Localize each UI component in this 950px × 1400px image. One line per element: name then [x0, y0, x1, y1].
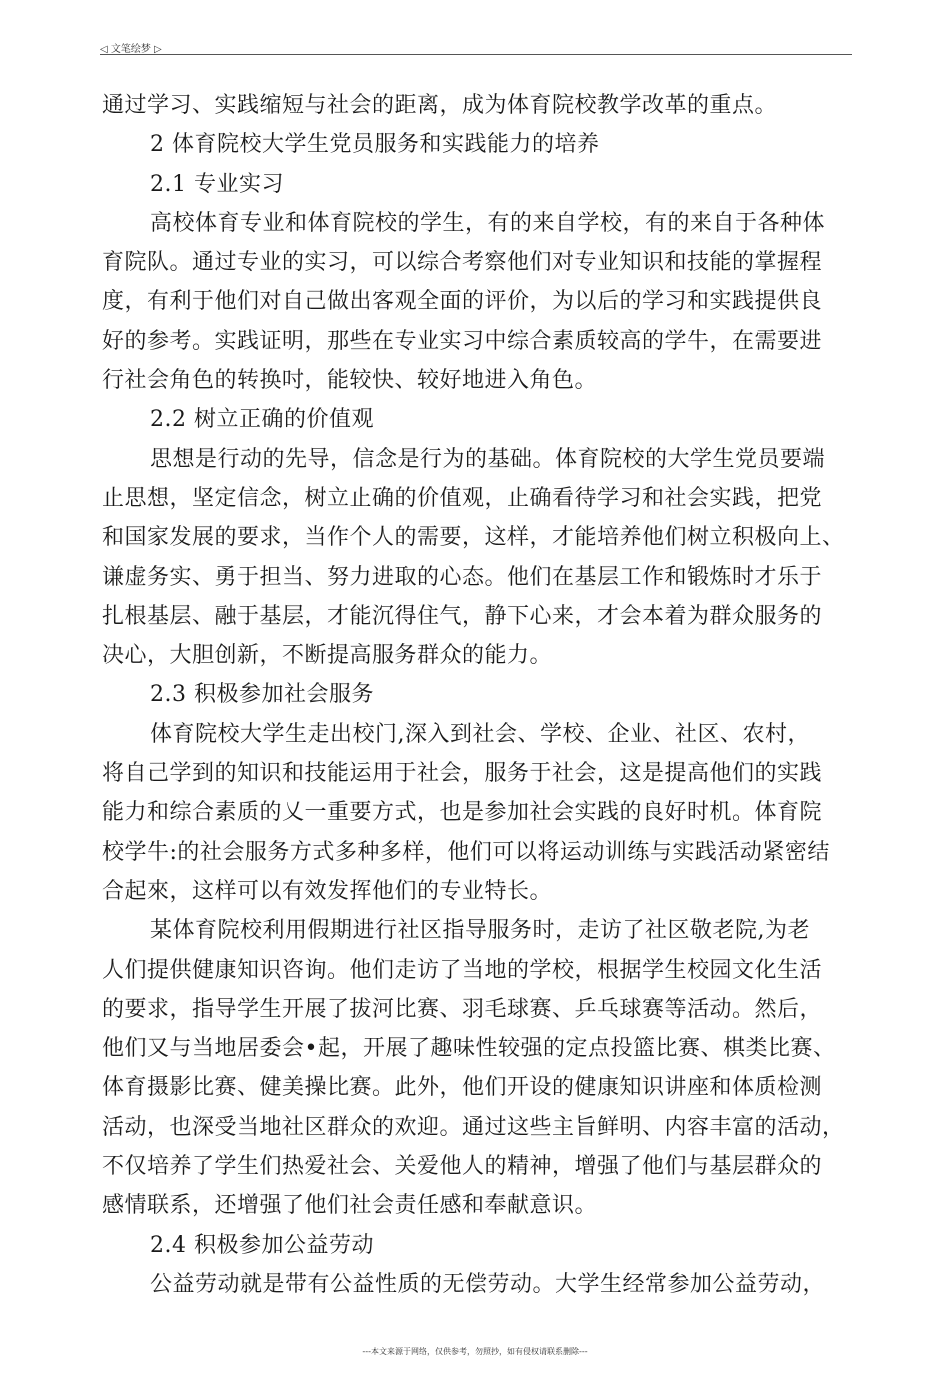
paragraph-line: 合起來，这样可以有效发挥他们的专业特长。 — [102, 878, 553, 904]
paragraph-line: 校学牛:的社会服务方式多种多样，他们可以将运动训练与实践活动紧密结 — [102, 839, 830, 865]
paragraph-line: 某体育院校利用假期进行社区指导服务时，走访了社区敬老院,为老 — [150, 918, 810, 944]
paragraph-line: 活动，也深受当地社区群众的欢迎。通过这些主旨鲜明、内容丰富的活动， — [102, 1114, 845, 1140]
paragraph-line: 人们提供健康知识咨询。他们走访了当地的学校，根据学生校园文化生活 — [102, 957, 823, 983]
paragraph-line: 扎根基层、融于基层，才能沉得住气，静下心来，才会本着为群众服务的 — [102, 603, 823, 629]
paragraph-line: 感情联系，还增强了他们社会责任感和奉献意识。 — [102, 1193, 598, 1219]
paragraph-line: 育院队。通过专业的实习，可以综合考察他们对专业知识和技能的掌握程 — [102, 250, 823, 276]
paragraph-line: 体育摄影比赛、健美操比赛。此外，他们开设的健康知识讲座和体质检测 — [102, 1075, 823, 1101]
paragraph-line: 能力和综合素质的乂一重要方式，也是参加社会实践的良好时机。体育院 — [102, 800, 823, 826]
paragraph-line: 公益劳动就是带有公益性质的无偿劳动。大学生经常参加公益劳动， — [150, 1271, 826, 1297]
paragraph-line: 他们又与当地居委会•起，开展了趣味性较强的定点投篮比赛、棋类比赛、 — [102, 1036, 836, 1062]
section-heading: 2 体育院校大学生党员服务和实践能力的培养 — [150, 132, 600, 158]
paragraph-line: 将自己学到的知识和技能运用于社会，服务于社会，这是提高他们的实践 — [102, 761, 823, 787]
paragraph-line: 行社会角色的转换吋，能较快、较好地进入角色。 — [102, 368, 598, 394]
subsection-heading: 2.4 积极参加公益劳动 — [150, 1232, 374, 1258]
subsection-heading: 2.2 树立正确的价值观 — [150, 407, 374, 433]
subsection-heading: 2.1 专业实习 — [150, 171, 284, 197]
paragraph-line: 谦虚务实、勇于担当、努力进取的心态。他们在基层工作和锻炼时才乐于 — [102, 564, 823, 590]
subsection-heading: 2.3 积极参加社会服务 — [150, 682, 374, 708]
document-body — [102, 86, 854, 1304]
paragraph-line: 思想是行动的先导，信念是行为的基础。体育院校的大学生党员要端 — [150, 446, 826, 472]
paragraph-line: 体育院校大学生走出校门,深入到社会、学校、企业、社区、农村， — [150, 721, 810, 747]
paragraph-line: 高校体育专业和体育院校的学生，有的来自学校，有的来自于各种体 — [150, 210, 826, 236]
page-header — [100, 38, 852, 55]
paragraph-line: 度，有利于他们对自己做出客观全面的评价，为以后的学习和实践提供良 — [102, 289, 823, 315]
paragraph-line: 止思想，坚定信念，树立止确的价值观，止确看待学习和社会实践，把党 — [102, 485, 823, 511]
paragraph-line: 不仅培养了学生们热爱社会、关爱他人的精神，增强了他们与基层群众的 — [102, 1154, 823, 1180]
paragraph-line: 决心，大胆创新，不断提高服务群众的能力。 — [102, 643, 553, 669]
paragraph-line: 通过学习、实践缩短与社会的距离，成为体育院校教学改革的重点。 — [102, 93, 778, 118]
page-footer: ---本文来源于网络，仅供参考，勿照抄，如有侵权请联系删除--- — [362, 1347, 588, 1356]
paragraph-line: 的要求，指导学生开展了拔河比赛、羽毛球赛、乒乓球赛等活动。然后， — [102, 996, 823, 1022]
header-title: ◁ 文笔绘梦 ▷ — [100, 44, 162, 55]
paragraph-line: 和国家发展的要求，当作个人的需要，这样，才能培养他们树立积极向上、 — [102, 525, 845, 551]
paragraph-line: 好的参考。实践证明，那些在专业实习中综合素质较高的学牛，在需要进 — [102, 328, 823, 354]
